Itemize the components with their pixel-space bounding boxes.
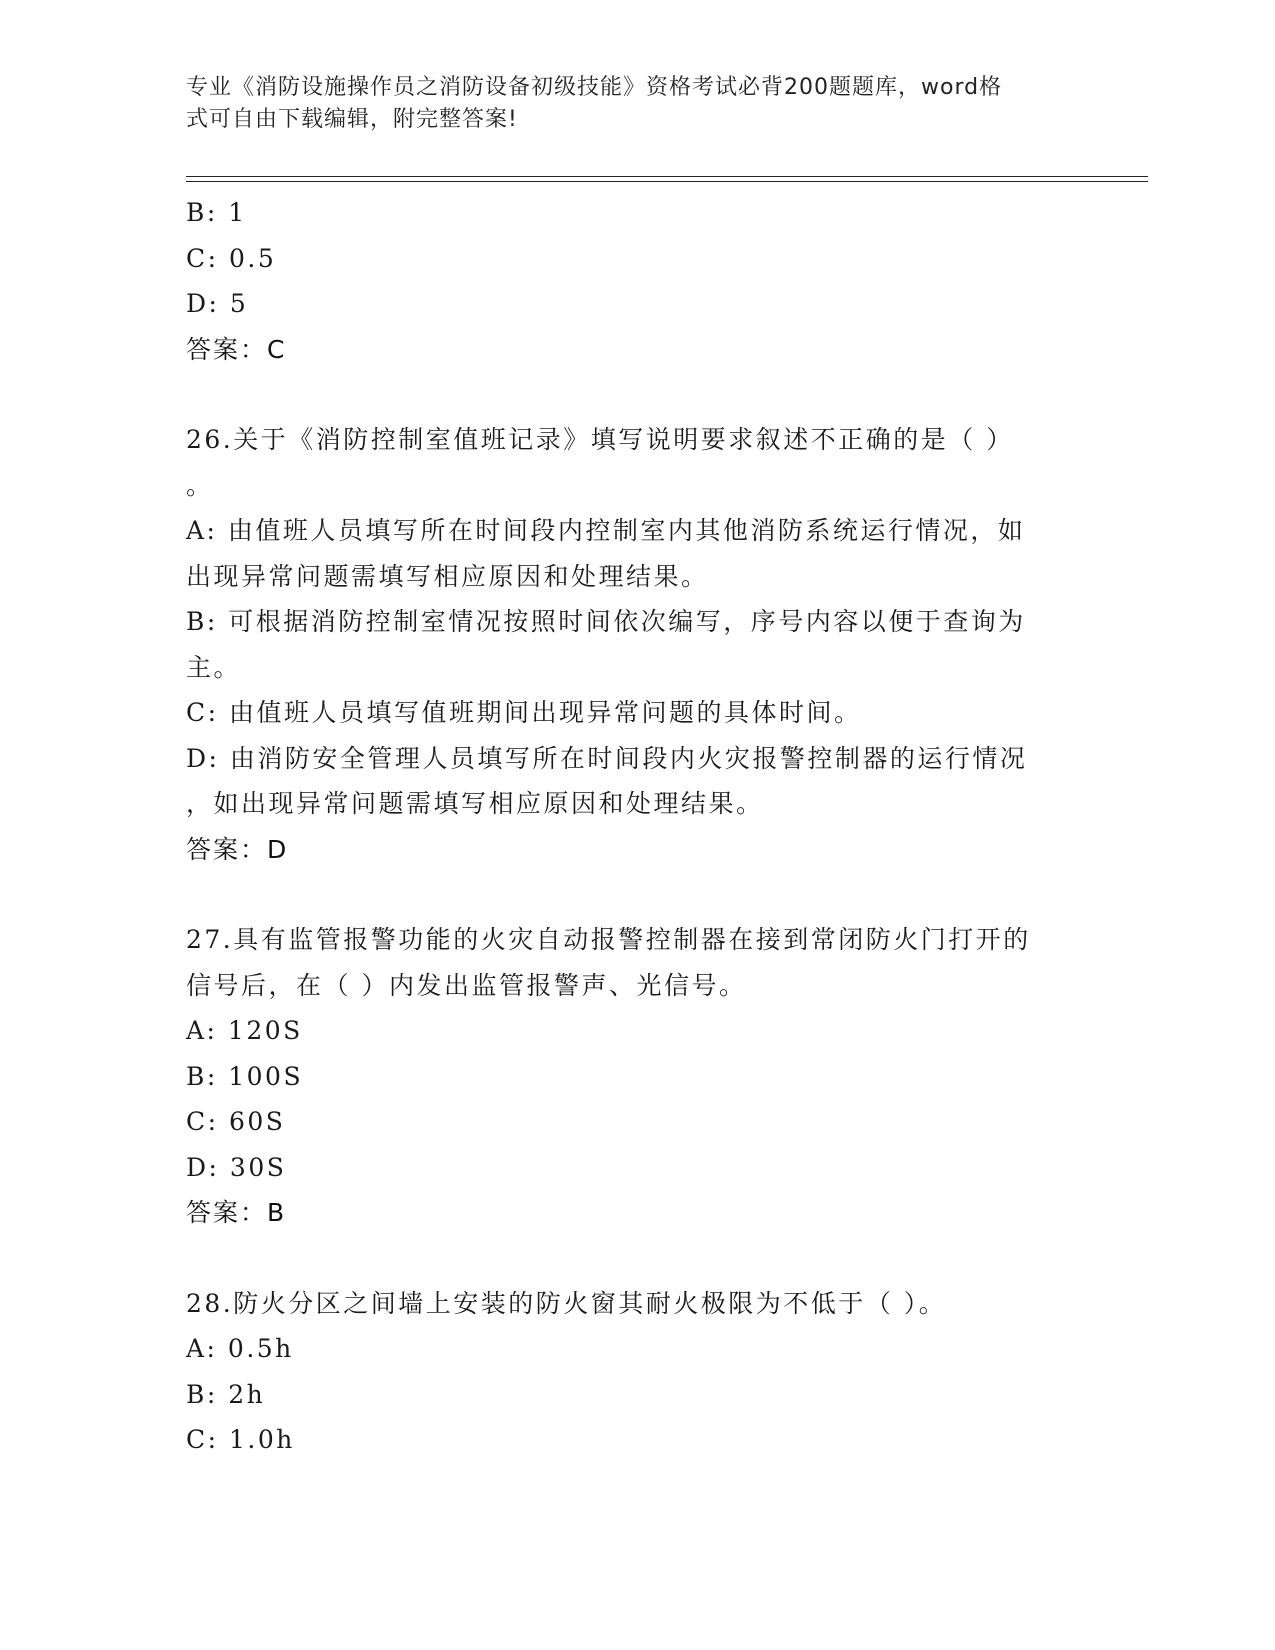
option-b-cont: 主。 [186, 652, 242, 682]
option-a: A: 0.5h [186, 1334, 294, 1363]
option-b: B: 2h [186, 1379, 266, 1409]
header-rule-top [186, 176, 1148, 177]
question-28 [186, 1281, 1066, 1463]
option-c: C: 0.5 [186, 243, 277, 273]
spacer [186, 372, 1066, 417]
question-stem-cont: 。 [186, 470, 214, 500]
prev-question [186, 190, 1066, 372]
option-a-cont: 出现异常问题需填写相应原因和处理结果。 [186, 561, 709, 591]
option-c: C: 由值班人员填写值班期间出现异常问题的具体时间。 [186, 698, 862, 727]
option-b: B: 1 [186, 198, 247, 227]
option-c: C: 60S [186, 1107, 286, 1136]
option-c: C: 1.0h [186, 1425, 295, 1454]
question-27 [186, 917, 1066, 1236]
option-d: D: 由消防安全管理人员填写所在时间段内火灾报警控制器的运行情况 [186, 743, 1028, 773]
option-b: B: 可根据消防控制室情况按照时间依次编写，序号内容以便于查询为 [186, 607, 1026, 636]
spacer [186, 872, 1066, 917]
header-line-1: 专业《消防设施操作员之消防设备初级技能》资格考试必背200题题库，word格 [186, 75, 1003, 100]
page-header [186, 72, 1066, 136]
header-rule-bottom [186, 181, 1148, 182]
question-stem-cont: 信号后，在（ ）内发出监管报警声、光信号。 [186, 970, 747, 1000]
question-content [186, 190, 1066, 1463]
question-stem: 27.具有监管报警功能的火灾自动报警控制器在接到常闭防火门打开的 [186, 925, 1031, 954]
question-stem: 28.防火分区之间墙上安装的防火窗其耐火极限为不低于（ ）。 [186, 1288, 947, 1318]
answer-line: 答案：B [186, 1198, 287, 1227]
option-a: A: 120S [186, 1016, 303, 1045]
answer-line: 答案：C [186, 334, 287, 364]
option-b: B: 100S [186, 1061, 304, 1091]
option-d: D: 5 [186, 289, 249, 318]
question-26 [186, 417, 1066, 872]
answer-line: 答案：D [186, 834, 289, 864]
question-stem: 26.关于《消防控制室值班记录》填写说明要求叙述不正确的是（ ） [186, 425, 1014, 454]
option-d-cont: ，如出现异常问题需填写相应原因和处理结果。 [186, 789, 764, 818]
spacer [186, 1236, 1066, 1281]
option-a: A: 由值班人员填写所在时间段内控制室内其他消防系统运行情况，如 [186, 516, 1026, 545]
header-line-2: 式可自由下载编辑，附完整答案! [186, 107, 518, 132]
option-d: D: 30S [186, 1152, 287, 1182]
